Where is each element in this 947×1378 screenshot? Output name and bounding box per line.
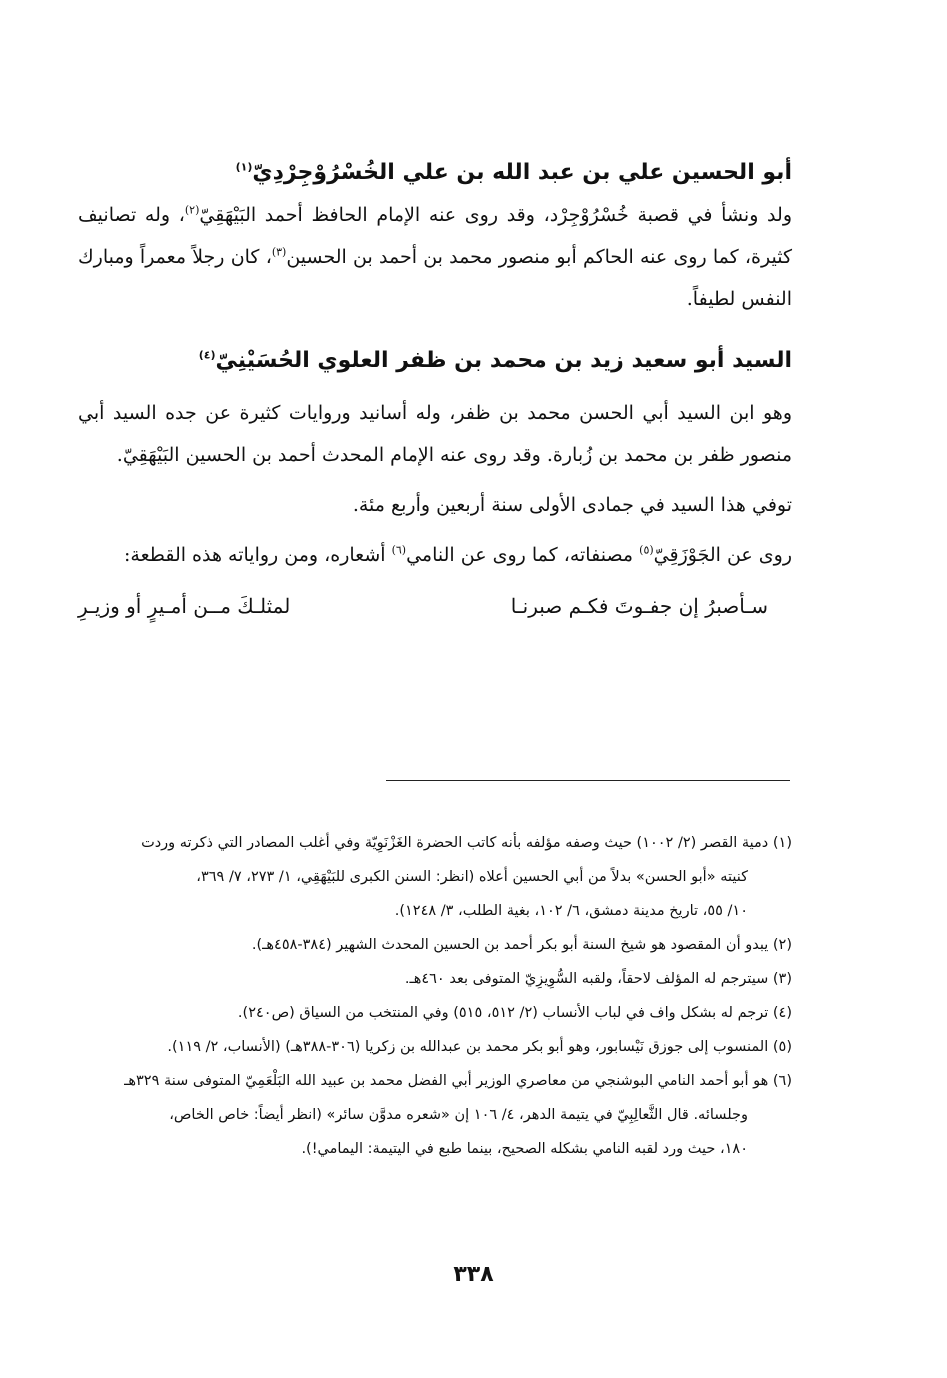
footnote-number: (٤)	[772, 1005, 792, 1021]
footnote-number: (٢)	[772, 937, 792, 953]
footnote-ref-5[interactable]: (٥)	[639, 543, 654, 557]
footnote-number: (١)	[772, 835, 792, 851]
poem-verse	[78, 594, 792, 618]
footnote-1	[78, 826, 792, 928]
footnote-ref-4[interactable]: (٤)	[198, 348, 216, 362]
paragraph-text: أشعاره، ومن رواياته هذه القطعة:	[124, 544, 392, 566]
footnote-number: (٣)	[772, 971, 792, 987]
footnote-separator	[386, 780, 790, 781]
page-number: ٣٣٨	[453, 1262, 494, 1287]
footnote-continuation: ١٨٠، حيث ورد لقبه النامي بشكله الصحيح، بينما طبع في اليتيمة: اليمامي!).	[301, 1141, 748, 1157]
main-text	[78, 150, 792, 618]
paragraph-text: مصنفاته، كما روى عن النامي	[406, 544, 640, 566]
entry-title-zayd-alawi	[78, 346, 792, 376]
footnote-text: هو أبو أحمد النامي البوشنجي من معاصري الوزير أبي الفضل محمد بن عبيد الله البَلْعَمِيّ المتوفى سنة ٣٢٩هـ	[124, 1073, 769, 1089]
footnote-continuation: كنيته «أبو الحسن» بدلاً من أبي الحسين أعلاه (انظر: السنن الكبرى للبَيْهَقِي، ١/ ٢٧٣، ٧/ ٣٦٩،	[196, 869, 748, 885]
entry-paragraph: توفي هذا السيد في جمادى الأولى سنة أربعين وأربع مئة.	[352, 494, 792, 516]
footnote-text: ترجم له بشكل واف في لباب الأنساب (٢/ ٥١٢، ٥١٥) وفي المنتخب من السياق (ص٢٤٠).	[237, 1005, 769, 1021]
entry-paragraph	[78, 534, 792, 576]
paragraph-text: ، كان رجلاً معمراً ومبارك النفس لطيفاً.	[78, 246, 792, 310]
footnote-ref-1[interactable]: (١)	[235, 160, 253, 174]
footnote-text: دمية القصر (٢/ ١٠٠٢) حيث وصفه مؤلفه بأنه كاتب الحضرة الغَزْنَوِيّة وفي أغلب المصادر التي ذكرته وردت	[141, 835, 769, 851]
footnote-number: (٦)	[772, 1073, 792, 1089]
entry-paragraph	[78, 194, 792, 320]
title-text: السيد أبو سعيد زيد بن محمد بن ظفر العلوي الحُسَيْنِيّ	[215, 348, 792, 373]
paragraph-text: ، وله تصانيف كثيرة، كما روى عنه الحاكم أبو منصور محمد بن أحمد بن الحسين	[78, 204, 792, 268]
footnote-text: المنسوب إلى جوزق نَيْسابور، وهو أبو بكر محمد بن عبدالله بن زكريا (٣٠٦-٣٨٨هـ) (الأنساب، ٢/ ١١٩).	[167, 1039, 769, 1055]
footnote-text: يبدو أن المقصود هو شيخ السنة أبو بكر أحمد بن الحسين المحدث الشهير (٣٨٤-٤٥٨هـ).	[251, 937, 769, 953]
poem-hemistich-first: سـأصبرُ إن جفـوتَ فكـم صبرنـا	[510, 594, 768, 618]
footnote-ref-3[interactable]: (٣)	[271, 245, 287, 259]
footnote-text: سيترجم له المؤلف لاحقاً، ولقبه السُّوِيزِيّ المتوفى بعد ٤٦٠هـ.	[404, 971, 769, 987]
footnote-continuation: وجلسائه. قال الثَّعالِبِيّ في يتيمة الدهر، ٤/ ١٠٦ إن «شعره مدوَّن سائر» (انظر أيضاً: خاص الخاص،	[169, 1107, 748, 1123]
footnote-line	[78, 1064, 792, 1098]
footnote-6	[78, 1064, 792, 1166]
footnote-line	[78, 826, 792, 860]
footnote-number: (٥)	[772, 1039, 792, 1055]
entry-title-khusrawjirdi	[78, 158, 792, 188]
paragraph-text: ولد ونشأ في قصبة خُسْرُوْجِرْد، وقد روى عنه الإمام الحافظ أحمد البَيْهَقِيّ	[199, 204, 792, 226]
footnote-4	[78, 996, 792, 1030]
entry-paragraph: وهو ابن السيد أبي الحسن محمد بن ظفر، وله أسانيد وروايات كثيرة عن جده السيد أبي منصور ظفر بن محمد بن زُبارة. وقد روى عنه الإمام المحدث أحمد بن الحسين البَيْهَقِيّ.	[78, 402, 792, 466]
footnote-continuation: ١٠/ ٥٥، تاريخ مدينة دمشق، ٦/ ١٠٢، بغية الطلب، ٣/ ١٢٤٨).	[394, 903, 748, 919]
footnote-3	[78, 962, 792, 996]
footnote-5	[78, 1030, 792, 1064]
footnotes	[78, 826, 792, 1166]
footnote-2	[78, 928, 792, 962]
paragraph-text: روى عن الجَوْزَقِيّ	[653, 544, 792, 566]
footnote-ref-2[interactable]: (٢)	[184, 203, 200, 217]
footnote-ref-6[interactable]: (٦)	[391, 543, 407, 557]
poem-hemistich-second: لمثلـكَ مــن أمـيرٍ أو وزيـرِ	[78, 594, 291, 618]
title-text: أبو الحسين علي بن عبد الله بن علي الخُسْرُوْجِرْدِيّ	[252, 160, 792, 185]
